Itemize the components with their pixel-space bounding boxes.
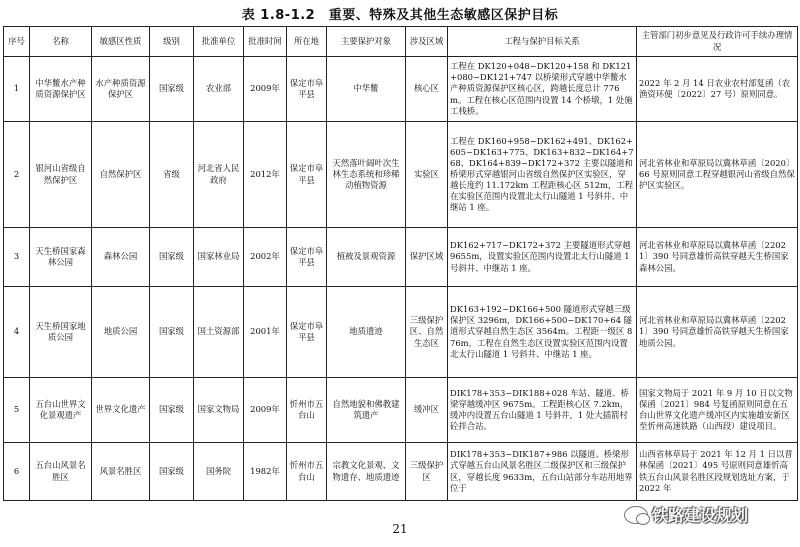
cell-approval: 2022 年 2 月 14 日农业农村部复函（农渔资环便〔2022〕27 号）原则同意。 [637,57,798,122]
cell-target: 地质遗迹 [327,287,406,378]
cell-level: 省级 [150,122,194,228]
cell-relation: DIK178+353~DIK188+028 车站、隧道、桥梁穿越缓冲区 9675m。工程距核心区 7.2km，缓冲内设置五台山隧道 1 号斜井，1 处大插箭村砼拌合站。 [448,378,637,443]
cell-nature: 森林公园 [92,228,150,287]
cell-approval: 河北省林业和草原局以冀林草函〔22021〕390 号同意雄忻高铁穿越天生桥国家地质公园。 [637,287,798,378]
cell-location: 保定市阜平县 [287,287,327,378]
header-approver: 批准单位 [194,27,244,57]
cell-name: 五台山风景名胜区 [30,443,92,501]
cell-target: 中华鳖 [327,57,406,122]
cell-name: 五台山世界文化景观遗产 [30,378,92,443]
page-number: 21 [392,522,408,536]
header-approval: 主管部门初步意见及行政许可手续办理情况 [637,27,798,57]
cell-approver: 河北省人民政府 [194,122,244,228]
table-row [4,287,798,378]
cell-approval: 河北省林业和草原局以冀林草函〔22021〕390 号同意雄忻高铁穿越天生桥国家森林公园。 [637,228,798,287]
cell-approver: 国家林业局 [194,228,244,287]
cell-no: 5 [4,378,30,443]
header-no: 序号 [4,27,30,57]
cell-approval: 河北省林业和草原局以冀林草函〔2020〕66 号原则同意工程穿越银河山省级自然保护区实验区。 [637,122,798,228]
watermark [624,503,748,526]
cell-area: 实验区 [406,122,448,228]
cell-level: 国家级 [150,57,194,122]
cell-year: 1982年 [244,443,287,501]
cell-area: 三级保护区 [406,443,448,501]
cell-name: 中华鳖水产种质资源保护区 [30,57,92,122]
header-level: 级别 [150,27,194,57]
wechat-icon [624,506,648,524]
header-target: 主要保护对象 [327,27,406,57]
cell-no: 4 [4,287,30,378]
cell-approver: 国家文物局 [194,378,244,443]
cell-approver: 国务院 [194,443,244,501]
table-caption: 表 1.8-1.2 重要、特殊及其他生态敏感区保护目标 [241,8,559,23]
cell-nature: 风景名胜区 [92,443,150,501]
cell-target: 天然落叶阔叶次生林生态系统和珍稀动植物资源 [327,122,406,228]
cell-location: 保定市阜平县 [287,57,327,122]
cell-location: 保定市阜平县 [287,122,327,228]
cell-year: 2002年 [244,228,287,287]
header-name: 名称 [30,27,92,57]
cell-approver: 国土资源部 [194,287,244,378]
cell-location: 保定市阜平县 [287,228,327,287]
header-location: 所在地 [287,27,327,57]
cell-no: 6 [4,443,30,501]
cell-nature: 水产种质资源保护区 [92,57,150,122]
cell-year: 2009年 [244,57,287,122]
cell-relation: DK163+192~DK166+500 隧道形式穿越三级保护区 3296m，DK166+500~DK170+64 隧道形式穿越自然生态区 3564m。工程距一级区 876m，工程在自然生态区设置实验区范围内设置北太行山隧道 1 号斜井、中继站 1 座。 [448,287,637,378]
cell-level: 国家级 [150,228,194,287]
cell-target: 宗教文化景观、文物遗存、地质遗迹 [327,443,406,501]
cell-nature: 自然保护区 [92,122,150,228]
cell-year: 2001年 [244,287,287,378]
table-row [4,122,798,228]
cell-relation: DK162+717~DK172+372 主要隧道形式穿越 9655m，设置实验区范围内设置北太行山隧道 1 号斜井、中继站 1 座。 [448,228,637,287]
cell-area: 核心区 [406,57,448,122]
watermark-text: 铁路建设规划 [652,506,749,525]
cell-level: 国家级 [150,443,194,501]
cell-area: 缓冲区 [406,378,448,443]
cell-relation: DIK178+353~DIK187+986 以隧道、桥梁形式穿越五台山风景名胜区二级保护区和三级保护区，穿越长度 9633m，五台山站部分车站用地界位于 [448,443,637,501]
cell-approver: 农业部 [194,57,244,122]
cell-no: 1 [4,57,30,122]
header-row [4,27,798,57]
header-year: 批准时间 [244,27,287,57]
sensitive-area-table [3,26,798,501]
table-row [4,228,798,287]
cell-level: 国家级 [150,378,194,443]
header-relation: 工程与保护目标关系 [448,27,637,57]
cell-year: 2012年 [244,122,287,228]
cell-area: 保护区域 [406,228,448,287]
cell-target: 自然地貌和佛教建筑遗产 [327,378,406,443]
cell-relation: 工程在 DK120+048~DK120+158 和 DK121+080~DK121+747 以桥梁形式穿越中华鳖水产种质资源保护区核心区，跨越长度总计 776m。工程在核心区范围内设置 14 个桥墩，1 处施工栈桥。 [448,57,637,122]
table-row [4,57,798,122]
cell-relation: 工程在 DK160+958~DK162+491、DK162+605~DK163+775、DK163+832~DK164+768、DK164+839~DK172+372 主要以隧道和桥梁形式穿越银河山省级自然保护区实验区，穿越长度约 11.172km 工程距核心区 512m，工程在实验区范围内设置北太行山隧道 1 号斜井、中继站 1 座。 [448,122,637,228]
cell-nature: 世界文化遗产 [92,378,150,443]
header-area: 涉及区域 [406,27,448,57]
cell-target: 植被及景观资源 [327,228,406,287]
table-row [4,378,798,443]
cell-year: 2009年 [244,378,287,443]
cell-no: 3 [4,228,30,287]
cell-name: 天生桥国家地质公园 [30,287,92,378]
cell-name: 天生桥国家森林公园 [30,228,92,287]
cell-approval: 国家文物局于 2021 年 9 月 10 日以文物保函〔2021〕984 号复函原则同意在五台山世界文化遗产缓冲区内实施雄安新区至忻州高速铁路（山西段）建设项目。 [637,378,798,443]
table-row [4,443,798,501]
cell-area: 三级保护区、自然生态区 [406,287,448,378]
cell-approval: 山西省林草局于 2021 年 12 月 1 日以晋林保函〔2021〕495 号原则同意雄忻高铁五台山风景名胜区段规划选址方案，于 2022 年 [637,443,798,501]
cell-no: 2 [4,122,30,228]
cell-location: 忻州市五台山 [287,443,327,501]
header-nature: 敏感区性质 [92,27,150,57]
cell-nature: 地质公园 [92,287,150,378]
cell-name: 银河山省级自然保护区 [30,122,92,228]
cell-level: 国家级 [150,287,194,378]
cell-location: 忻州市五台山 [287,378,327,443]
